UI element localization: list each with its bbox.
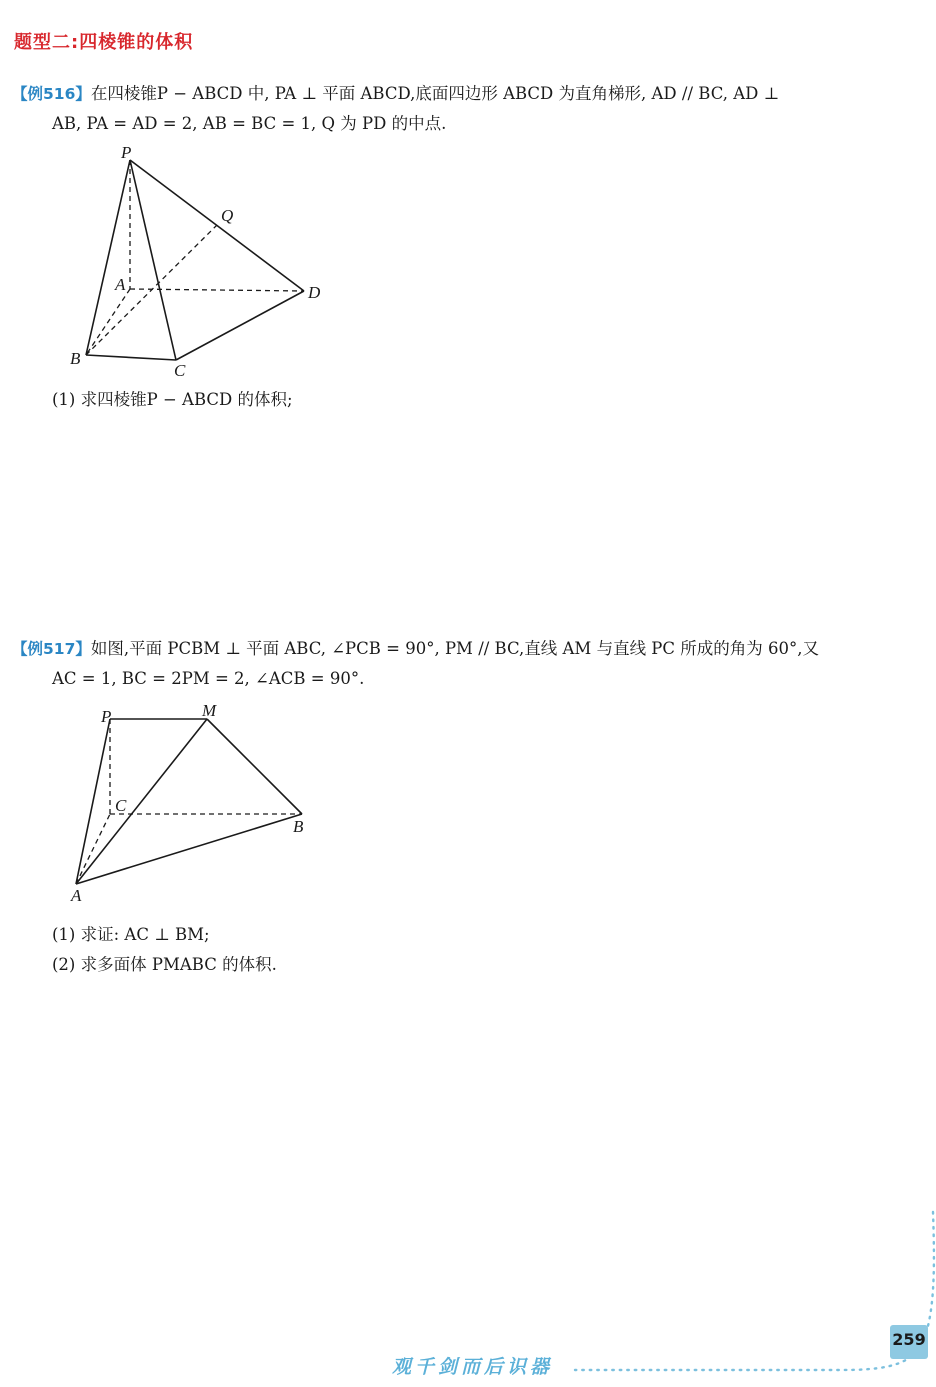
edge-AD bbox=[130, 289, 304, 291]
edge-AB bbox=[86, 289, 130, 355]
example-516-question-1: (1) 求四棱锥P − ABCD 的体积; bbox=[52, 390, 293, 409]
edge-PB bbox=[86, 160, 130, 355]
label-P: P bbox=[101, 707, 112, 726]
label-A: A bbox=[115, 275, 126, 294]
example-517-tag: 【例517】 bbox=[12, 640, 91, 658]
section-title: 题型二:四棱锥的体积 bbox=[14, 32, 194, 53]
example-517-line1: 如图,平面 PCBM ⊥ 平面 ABC, ∠PCB = 90°, PM // BC,直线 AM 与直线 PC 所成的角为 60°,又 bbox=[90, 639, 820, 658]
polyhedron-figure bbox=[0, 690, 936, 910]
example-516-line2: AB, PA = AD = 2, AB = BC = 1, Q 为 PD 的中点. bbox=[52, 114, 447, 133]
label-D: D bbox=[308, 283, 321, 302]
label-B: B bbox=[293, 817, 304, 836]
label-B: B bbox=[70, 349, 81, 368]
edge-AB bbox=[76, 814, 302, 884]
label-C: C bbox=[115, 796, 127, 815]
footer-motto: 观千剑而后识器 bbox=[392, 1356, 554, 1378]
edge-AC bbox=[76, 814, 110, 884]
example-517-statement bbox=[12, 634, 912, 693]
edge-AM bbox=[76, 719, 207, 884]
example-517-question-2: (2) 求多面体 PMABC 的体积. bbox=[52, 955, 277, 974]
pyramid-figure bbox=[0, 0, 936, 400]
example-517-line2: AC = 1, BC = 2PM = 2, ∠ACB = 90°. bbox=[52, 669, 365, 688]
label-P: P bbox=[121, 143, 132, 162]
label-M: M bbox=[202, 701, 217, 720]
example-517-question-1: (1) 求证: AC ⊥ BM; bbox=[52, 925, 210, 944]
edge-BC bbox=[86, 355, 176, 360]
label-A: A bbox=[71, 886, 82, 905]
edge-MB bbox=[207, 719, 302, 814]
label-Q: Q bbox=[221, 206, 234, 225]
page-number: 259 bbox=[892, 1330, 926, 1349]
example-516-line1: 在四棱锥P − ABCD 中, PA ⊥ 平面 ABCD,底面四边形 ABCD 为直角梯形, AD // BC, AD ⊥ bbox=[90, 84, 780, 103]
edge-CD bbox=[176, 291, 304, 360]
edge-AP bbox=[76, 719, 110, 884]
label-C: C bbox=[174, 361, 186, 380]
example-516-tag: 【例516】 bbox=[12, 85, 91, 103]
